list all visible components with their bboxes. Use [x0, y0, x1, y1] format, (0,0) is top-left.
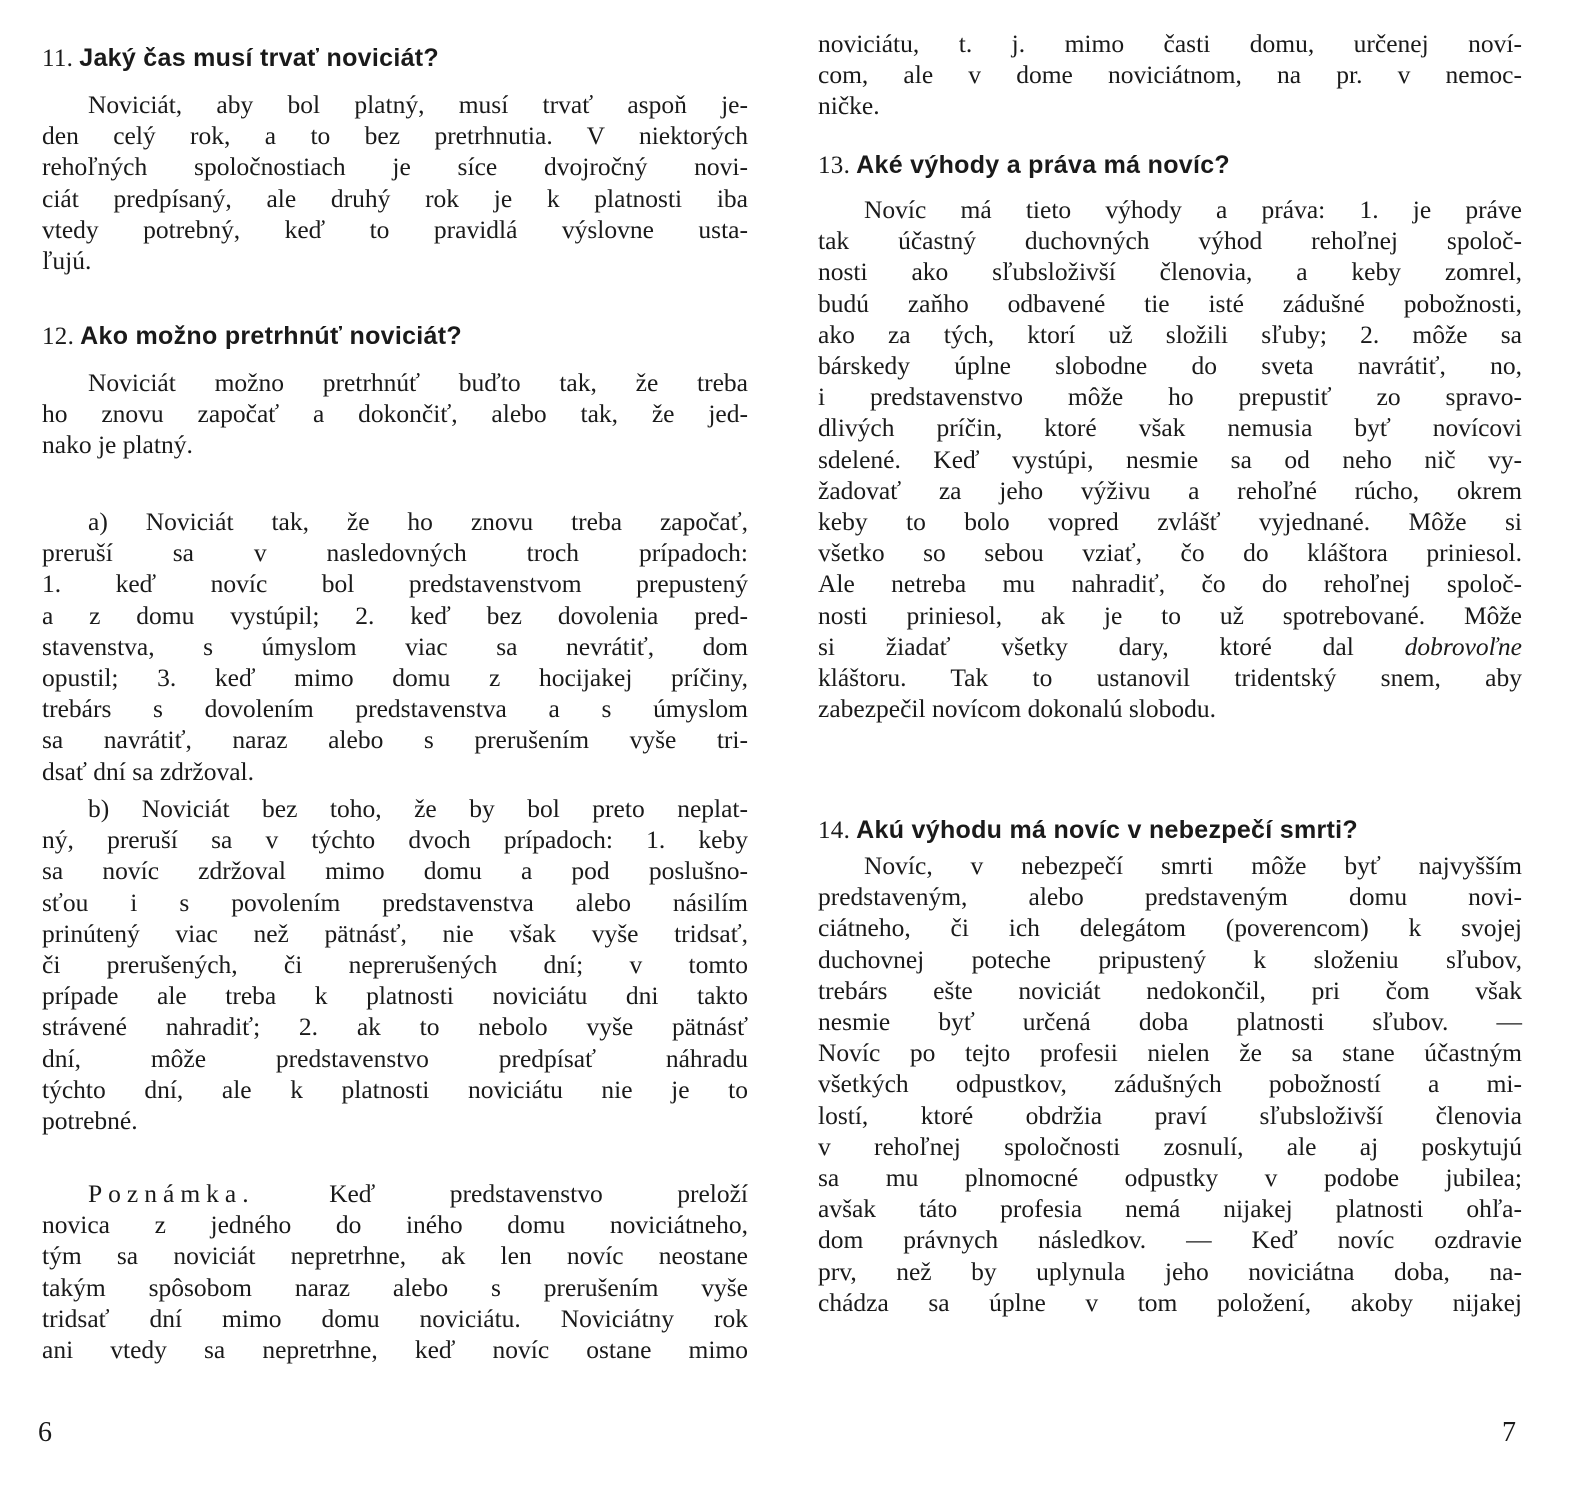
text-line: potrebné.	[42, 1106, 138, 1136]
text-line: ho znovu započať a dokončiť, alebo tak, že jed-	[42, 399, 748, 429]
text-line: trebárs ešte noviciát nedokončil, pri čom však	[818, 975, 1522, 1005]
text-line: Novíc po tejto profesii nielen že sa stane účastným	[818, 1038, 1522, 1068]
text-line: všetko so sebou vziať, čo do kláštora priniesol.	[818, 538, 1522, 568]
text-line: nosti priniesol, ak je to už spotrebované. Môže	[818, 600, 1522, 630]
text-line: ako za tých, ktorí už složili sľuby; 2. môže sa	[818, 319, 1522, 349]
text-line: Noviciát, aby bol platný, musí trvať aspoň je-	[88, 90, 748, 119]
section-14-heading	[818, 815, 1358, 846]
text-line: sdelené. Keď vystúpi, nesmie sa od neho nič vy-	[818, 444, 1522, 474]
text-line: či prerušených, či neprerušených dní; v tomto	[42, 950, 748, 980]
section-title: Akú výhodu má novíc v nebezpečí smrti?	[856, 816, 1358, 844]
section-number: 14.	[818, 817, 851, 844]
section-number: 12.	[42, 323, 75, 350]
text-line: dlivých príčin, ktoré však nemusia byť novícovi	[818, 413, 1522, 443]
text-line: i predstavenstvo môže ho prepustiť zo spravo-	[818, 382, 1522, 412]
continuation-paragraph	[818, 28, 1522, 122]
text-line: Novíc, v nebezpečí smrti môže byť najvyšším	[864, 851, 1522, 880]
text-line: chádza sa úplne v tom položení, akoby nijakej	[818, 1287, 1522, 1317]
text-line: ný, preruší sa v týchto dvoch prípadoch: 1. keby	[42, 825, 748, 855]
text-line: opustil; 3. keď mimo domu z hocijakej príčiny,	[42, 663, 748, 693]
text-line: v rehoľnej spoločnosti zosnulí, ale aj poskytujú	[818, 1131, 1522, 1161]
text-line: preruší sa v nasledovných troch prípadoch:	[42, 538, 748, 568]
section-13-heading	[818, 150, 1230, 181]
text-line: ciátneho, či ich delegátom (poverencom) k svojej	[818, 913, 1522, 943]
section-title: Ako možno pretrhnúť noviciát?	[80, 322, 462, 350]
note-paragraph	[42, 1178, 748, 1365]
text-line: b) Noviciát bez toho, že by bol preto neplat-	[88, 794, 748, 823]
text-fragment: si žiadať všetky dary, ktoré dal	[818, 631, 1405, 661]
text-line	[818, 631, 1522, 662]
text-line: sa navrátiť, naraz alebo s prerušením vyše tri-	[42, 725, 748, 755]
text-line: prv, než by uplynula jeho noviciátna doba, na-	[818, 1256, 1522, 1286]
text-line: stavenstva, s úmyslom viac sa nevrátiť, dom	[42, 631, 748, 661]
text-line: prinútený viac než pätnásť, nie však vyše tridsať,	[42, 918, 748, 948]
text-line: predstaveným, alebo predstaveným domu novi-	[818, 882, 1522, 912]
text-line: prípade ale treba k platnosti noviciátu dni takto	[42, 981, 748, 1011]
text-line: Ale netreba mu nahradiť, čo do rehoľnej spoloč-	[818, 569, 1522, 599]
text-line: týchto dní, ale k platnosti noviciátu nie je to	[42, 1074, 748, 1104]
text-line: dní, môže predstavenstvo predpísať náhradu	[42, 1043, 748, 1073]
text-line: trebárs s dovolením predstavenstva a s úmyslom	[42, 694, 748, 724]
paragraph-a	[42, 506, 748, 787]
text-line	[42, 1178, 748, 1209]
text-line: vtedy potrebný, keď to pravidlá výslovne usta-	[42, 214, 748, 244]
section-number: 11.	[42, 45, 74, 72]
paragraph	[818, 194, 1522, 724]
text-line: duchovnej poteche pripustený k složeniu sľubov,	[818, 944, 1522, 974]
paragraph	[42, 367, 748, 461]
section-12-heading	[42, 321, 462, 352]
section-11-heading	[42, 43, 439, 74]
text-line: sťou i s povolením predstavenstva alebo násilím	[42, 887, 748, 917]
text-line: žadovať za jeho výživu a rehoľné rúcho, okrem	[818, 475, 1522, 505]
text-line: sa novíc zdržoval mimo domu a pod poslušno-	[42, 856, 748, 886]
text-line: dsať dní sa zdržoval.	[42, 756, 254, 786]
text-line: avšak táto profesia nemá nijakej platnosti ohľa-	[818, 1194, 1522, 1224]
text-fragment: Keď predstavenstvo preloží	[254, 1179, 748, 1208]
text-line: všetkých odpustkov, zádušných pobožností a mi-	[818, 1069, 1522, 1099]
text-line: tak účastný duchovných výhod rehoľnej spoloč-	[818, 226, 1522, 256]
text-line: tridsať dní mimo domu noviciátu. Noviciátny rok	[42, 1303, 748, 1333]
text-line: kláštoru. Tak to ustanovil tridentský snem, aby	[818, 663, 1522, 693]
text-line: Noviciát možno pretrhnúť buďto tak, že treba	[88, 368, 748, 397]
section-title: Jaký čas musí trvať noviciát?	[79, 44, 439, 72]
page-number-right: 7	[1502, 1417, 1516, 1448]
text-line: strávené nahradiť; 2. ak to nebolo vyše pätnásť	[42, 1012, 748, 1042]
text-line: novica z jedného do iného domu noviciátneho,	[42, 1210, 748, 1240]
text-line: dom právnych následkov. — Keď novíc ozdravie	[818, 1225, 1522, 1255]
text-line: takým spôsobom naraz alebo s prerušením vyše	[42, 1272, 748, 1302]
text-line: 1. keď novíc bol predstavenstvom prepustený	[42, 569, 748, 599]
section-number: 13.	[818, 152, 851, 179]
text-line: a z domu vystúpil; 2. keď bez dovolenia pred-	[42, 600, 748, 630]
text-line: sa mu plnomocné odpustky v podobe jubilea;	[818, 1163, 1522, 1193]
text-line: nesmie byť určená doba platnosti sľubov. —	[818, 1007, 1522, 1037]
italic-emphasis: dobrovoľne	[1404, 631, 1522, 661]
text-line: rehoľných spoločnostiach je síce dvojročný novi-	[42, 152, 748, 182]
note-label: Poznámka.	[88, 1179, 255, 1208]
text-line: lostí, ktoré obdržia praví sľubsloživší členovia	[818, 1100, 1522, 1130]
text-line: ani vtedy sa nepretrhne, keď novíc ostane mimo	[42, 1335, 748, 1365]
text-line: ničke.	[818, 91, 880, 121]
paragraph	[818, 850, 1522, 1318]
text-line: ciát predpísaný, ale druhý rok je k platnosti iba	[42, 183, 748, 213]
text-line: bárskedy úplne slobodne do sveta navrátiť, no,	[818, 351, 1522, 381]
paragraph	[42, 89, 748, 276]
section-title: Aké výhody a práva má novíc?	[856, 151, 1230, 179]
text-line: den celý rok, a to bez pretrhnutia. V niektorých	[42, 121, 748, 151]
text-line: Novíc má tieto výhody a práva: 1. je práve	[864, 195, 1522, 224]
text-line: keby to bolo vopred zvlášť vyjednané. Môže si	[818, 507, 1522, 537]
text-line: ľujú.	[42, 246, 92, 276]
paragraph-b	[42, 793, 748, 1136]
text-line: tým sa noviciát nepretrhne, ak len novíc neostane	[42, 1241, 748, 1271]
text-line: nosti ako sľubsloživší členovia, a keby zomrel,	[818, 257, 1522, 287]
text-line: a) Noviciát tak, že ho znovu treba započať,	[88, 507, 748, 536]
text-line: noviciátu, t. j. mimo časti domu, určenej noví-	[818, 29, 1522, 58]
page-number-left: 6	[38, 1417, 52, 1448]
text-line: budú zaňho odbavené tie isté zádušné pobožnosti,	[818, 288, 1522, 318]
text-line: nako je platný.	[42, 430, 193, 460]
text-line: com, ale v dome noviciátnom, na pr. v nemoc-	[818, 60, 1522, 90]
text-line: zabezpečil novícom dokonalú slobodu.	[818, 694, 1216, 724]
